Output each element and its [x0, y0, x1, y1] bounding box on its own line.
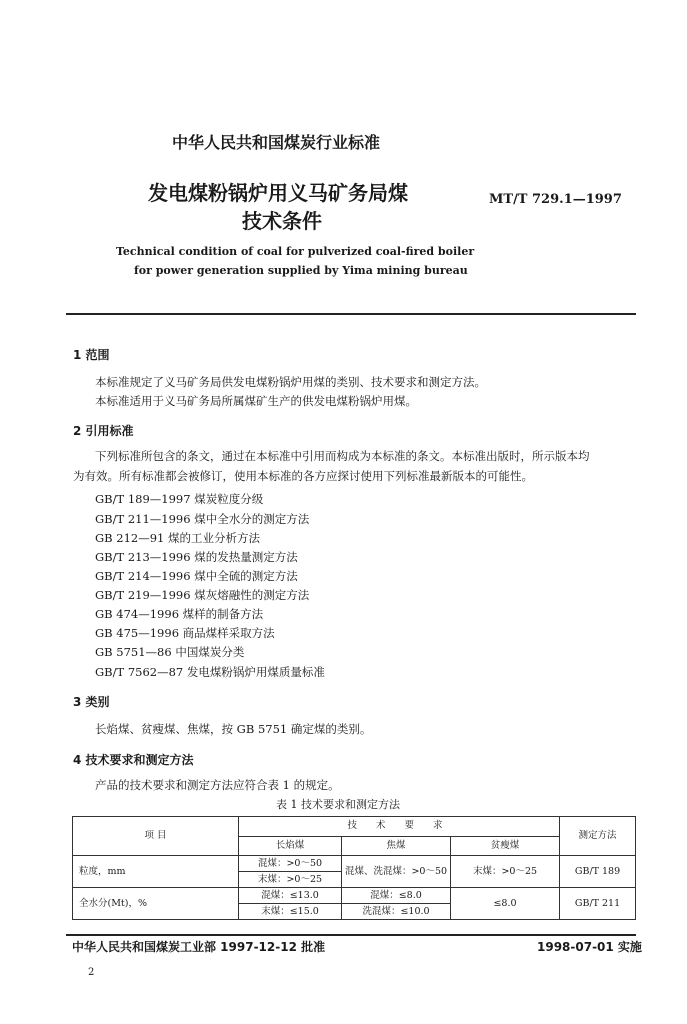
section-3-heading: 3 类别	[73, 695, 110, 709]
section-2-paragraph-line2: 为有效。所有标准都会被修订，使用本标准的各方应探讨使用下列标准最新版本的可能性。	[73, 469, 533, 483]
header-item: 项 目	[73, 817, 239, 856]
effective-date: 1998-07-01 实施	[537, 940, 642, 954]
reference-item: GB/T 7562—87 发电煤粉锅炉用煤质量标准	[95, 665, 325, 679]
section-1-paragraph-2: 本标准适用于义马矿务局所属煤矿生产的供发电煤粉锅炉用煤。	[95, 394, 417, 408]
row-item-total-moisture: 全水分(Mt)，%	[73, 888, 239, 920]
table-caption: 表 1 技术要求和测定方法	[276, 798, 400, 811]
reference-item: GB/T 213—1996 煤的发热量测定方法	[95, 550, 298, 564]
reference-item: GB/T 189—1997 煤炭粒度分级	[95, 492, 264, 506]
header-divider	[66, 313, 636, 315]
table-row	[73, 888, 636, 904]
section-4-paragraph: 产品的技术要求和测定方法应符合表 1 的规定。	[95, 778, 340, 792]
document-subtitle: 技术条件	[242, 209, 322, 233]
footer-divider	[66, 934, 636, 936]
document-title: 发电煤粉锅炉用义马矿务局煤	[148, 181, 408, 205]
subheader-long-flame-coal: 长焰煤	[239, 836, 342, 856]
approval-statement: 中华人民共和国煤炭工业部 1997-12-12 批准	[72, 940, 326, 954]
cell-long-flame: 末煤：>0～25	[239, 872, 342, 888]
header-technical-requirements: 技 术 要 求	[239, 817, 560, 837]
cell-coking: 混煤：≤8.0	[342, 888, 451, 904]
cell-coking: 混煤、洗混煤：>0～50	[342, 856, 451, 888]
subheader-lean-coal: 贫瘦煤	[451, 836, 560, 856]
english-title-line2: for power generation supplied by Yima mining bureau	[134, 264, 468, 277]
row-item-particle-size: 粒度，mm	[73, 856, 239, 888]
standard-number: MT/T 729.1—1997	[489, 192, 622, 207]
english-title-line1: Technical condition of coal for pulverized coal-fired boiler	[116, 245, 475, 258]
reference-item: GB 475—1996 商品煤样采取方法	[95, 626, 275, 640]
subheader-coking-coal: 焦煤	[342, 836, 451, 856]
header-test-method: 测定方法	[560, 817, 636, 856]
cell-coking: 洗混煤：≤10.0	[342, 904, 451, 920]
technical-requirements-table	[72, 816, 636, 920]
section-1-heading: 1 范围	[73, 348, 110, 362]
reference-item: GB 5751—86 中国煤炭分类	[95, 645, 245, 659]
cell-method: GB/T 211	[560, 888, 636, 920]
table-row	[73, 856, 636, 872]
cell-long-flame: 混煤：≤13.0	[239, 888, 342, 904]
section-1-paragraph-1: 本标准规定了义马矿务局供发电煤粉锅炉用煤的类别、技术要求和测定方法。	[95, 375, 486, 389]
section-2-heading: 2 引用标准	[73, 424, 134, 438]
cell-long-flame: 末煤：≤15.0	[239, 904, 342, 920]
page-number: 2	[88, 967, 95, 978]
cell-long-flame: 混煤：>0～50	[239, 856, 342, 872]
section-2-paragraph-line1: 下列标准所包含的条文，通过在本标准中引用而构成为本标准的条文。本标准出版时，所示版本均	[95, 449, 590, 463]
issuing-body: 中华人民共和国煤炭行业标准	[172, 133, 381, 152]
section-4-heading: 4 技术要求和测定方法	[73, 753, 194, 767]
reference-item: GB/T 214—1996 煤中全硫的测定方法	[95, 569, 298, 583]
reference-item: GB/T 219—1996 煤灰熔融性的测定方法	[95, 588, 310, 602]
reference-item: GB 474—1996 煤样的制备方法	[95, 607, 264, 621]
reference-item: GB 212—91 煤的工业分析方法	[95, 531, 261, 545]
cell-lean: ≤8.0	[451, 888, 560, 920]
cell-lean: 末煤：>0～25	[451, 856, 560, 888]
section-3-paragraph: 长焰煤、贫瘦煤、焦煤，按 GB 5751 确定煤的类别。	[95, 722, 372, 736]
cell-method: GB/T 189	[560, 856, 636, 888]
reference-item: GB/T 211—1996 煤中全水分的测定方法	[95, 512, 310, 526]
